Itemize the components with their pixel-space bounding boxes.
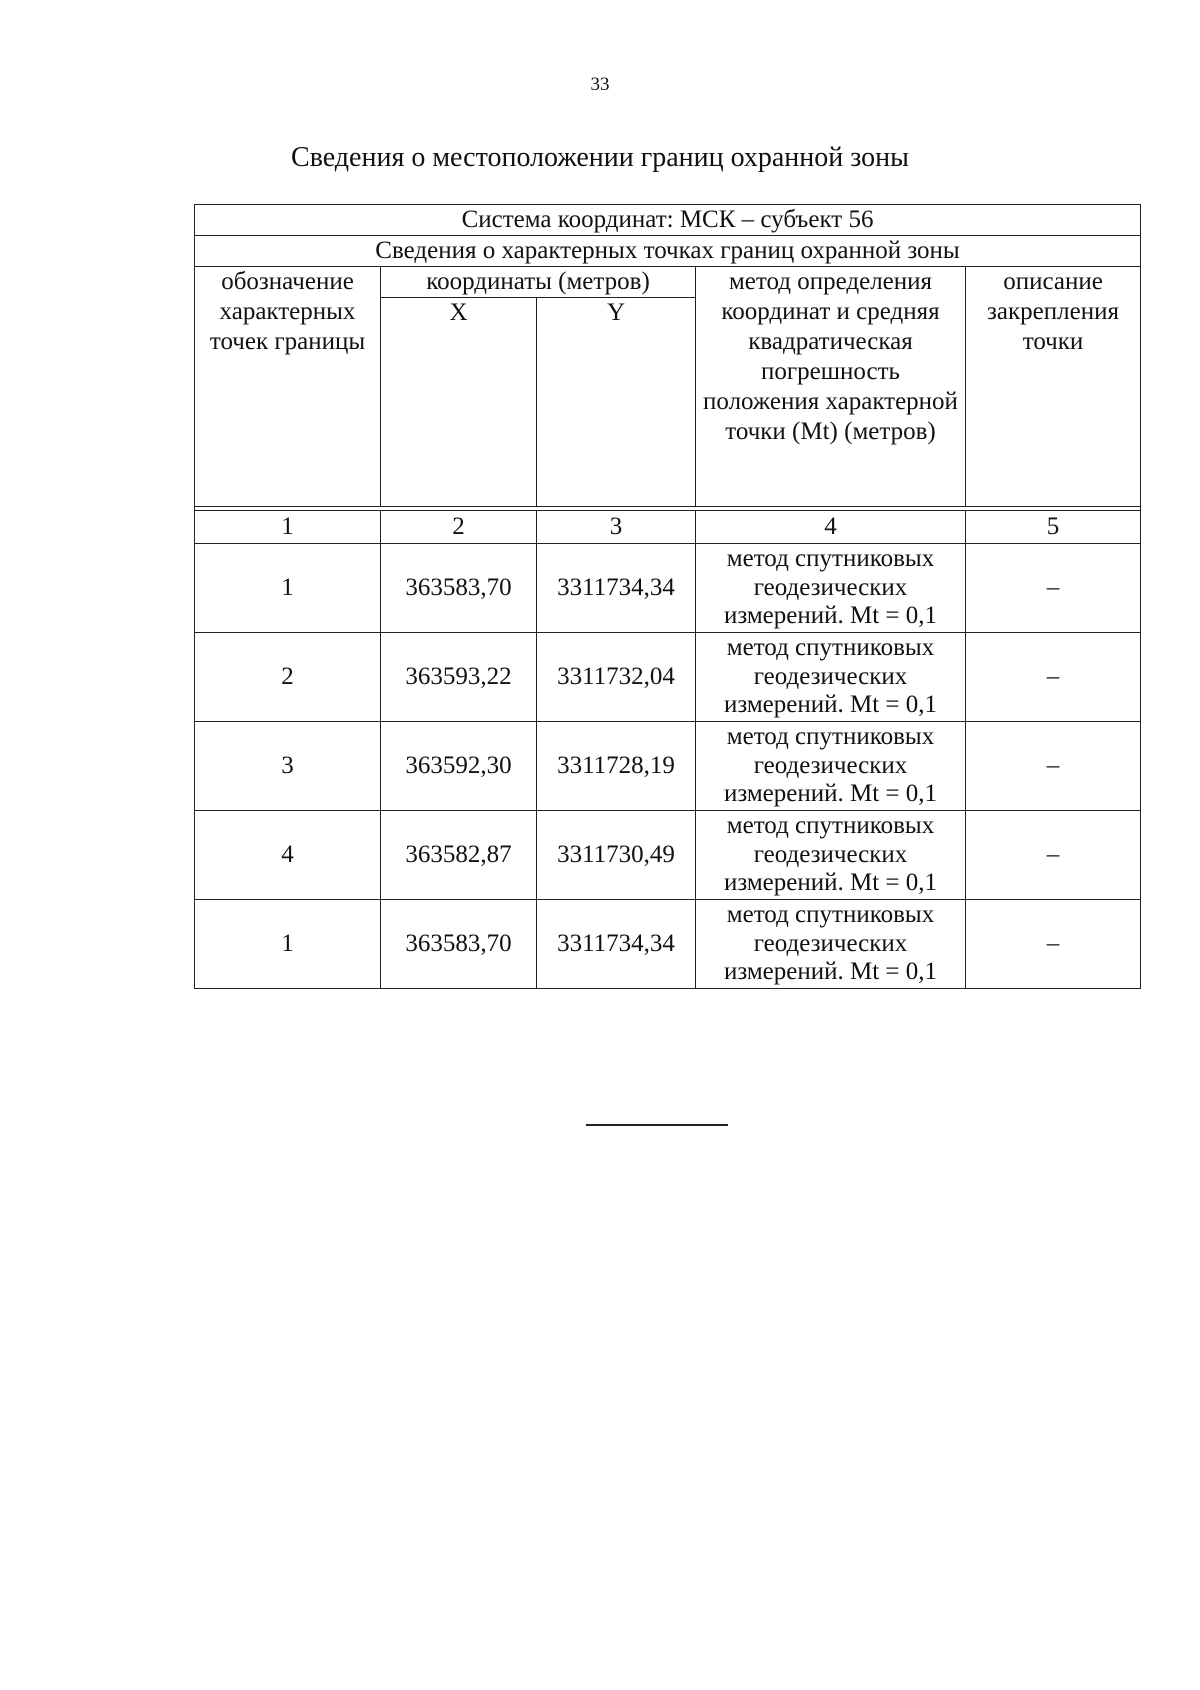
y-cell: 3311734,34 xyxy=(537,544,696,633)
column-number: 5 xyxy=(966,511,1141,544)
x-cell: 363583,70 xyxy=(381,544,537,633)
header-method: метод определения координат и средняя квадратическая погрешность положения характерной точки (Mt) (метров) xyxy=(696,267,966,507)
y-cell: 3311728,19 xyxy=(537,722,696,811)
table-subtitle: Сведения о характерных точках границ охранной зоны xyxy=(195,236,1141,267)
column-number: 3 xyxy=(537,511,696,544)
description-cell: – xyxy=(966,544,1141,633)
point-cell: 1 xyxy=(195,544,381,633)
description-cell: – xyxy=(966,633,1141,722)
method-cell: метод спутниковых геодезических измерений. Mt = 0,1 xyxy=(696,633,966,722)
coord-system-row xyxy=(195,205,1141,236)
table-row xyxy=(195,722,1141,811)
y-cell: 3311734,34 xyxy=(537,900,696,989)
subtitle-row xyxy=(195,236,1141,267)
description-cell: – xyxy=(966,722,1141,811)
x-cell: 363582,87 xyxy=(381,811,537,900)
table-row xyxy=(195,811,1141,900)
column-number: 4 xyxy=(696,511,966,544)
column-number: 1 xyxy=(195,511,381,544)
x-cell: 363592,30 xyxy=(381,722,537,811)
header-description: описание закрепления точки xyxy=(966,267,1141,507)
page-number: 33 xyxy=(590,74,610,95)
point-cell: 4 xyxy=(195,811,381,900)
method-cell: метод спутниковых геодезических измерений. Mt = 0,1 xyxy=(696,544,966,633)
x-cell: 363593,22 xyxy=(381,633,537,722)
end-divider xyxy=(586,1124,728,1126)
header-x: X xyxy=(381,298,537,507)
point-cell: 2 xyxy=(195,633,381,722)
point-cell: 3 xyxy=(195,722,381,811)
description-cell: – xyxy=(966,811,1141,900)
table-row xyxy=(195,900,1141,989)
coord-system-label: Система координат: МСК – субъект 56 xyxy=(195,205,1141,236)
header-coords: координаты (метров) xyxy=(381,267,696,298)
header-point: обозначение характерных точек границы xyxy=(195,267,381,507)
point-cell: 1 xyxy=(195,900,381,989)
coordinates-table xyxy=(194,204,1141,989)
description-cell: – xyxy=(966,900,1141,989)
column-number: 2 xyxy=(381,511,537,544)
header-row xyxy=(195,267,1141,298)
method-cell: метод спутниковых геодезических измерений. Mt = 0,1 xyxy=(696,900,966,989)
y-cell: 3311732,04 xyxy=(537,633,696,722)
method-cell: метод спутниковых геодезических измерений. Mt = 0,1 xyxy=(696,722,966,811)
table-row xyxy=(195,633,1141,722)
method-cell: метод спутниковых геодезических измерений. Mt = 0,1 xyxy=(696,811,966,900)
header-y: Y xyxy=(537,298,696,507)
document-title: Сведения о местоположении границ охранной зоны xyxy=(291,142,909,173)
y-cell: 3311730,49 xyxy=(537,811,696,900)
column-number-row xyxy=(195,511,1141,544)
x-cell: 363583,70 xyxy=(381,900,537,989)
table-row xyxy=(195,544,1141,633)
